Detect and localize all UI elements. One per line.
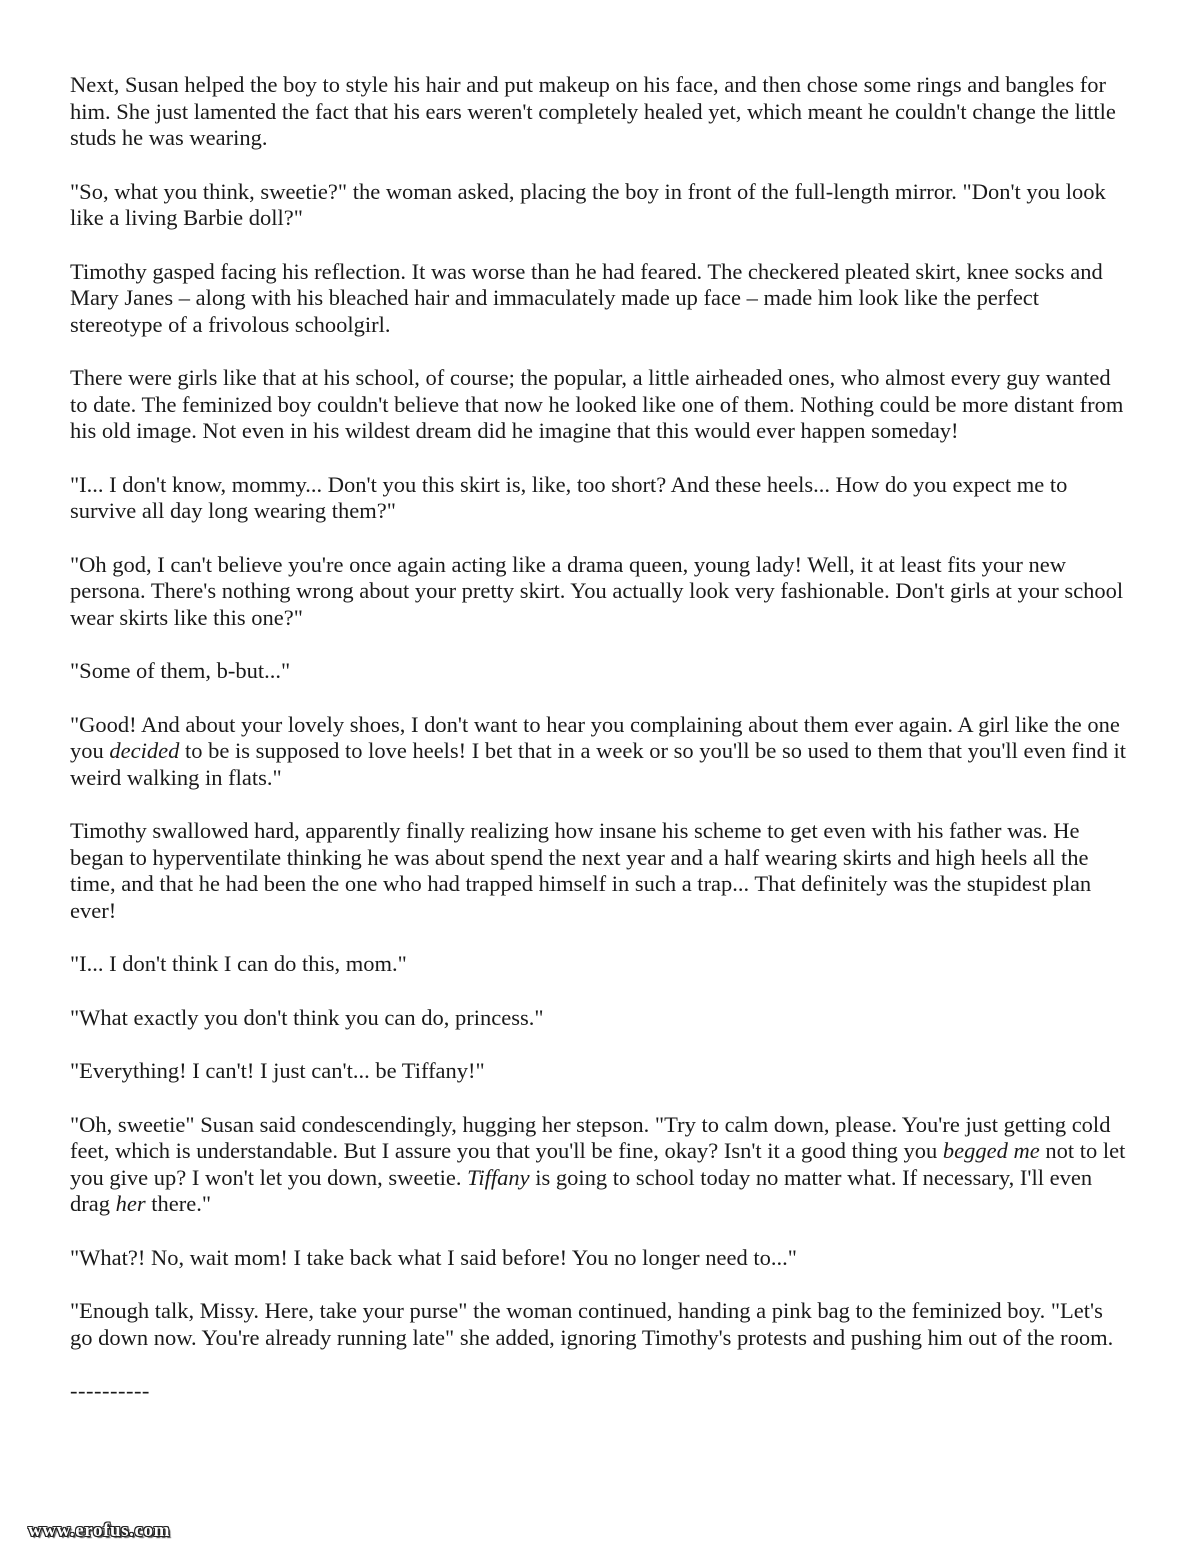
text-run: Timothy swallowed hard, apparently finally realizing how insane his scheme to get even with his father was. He began to hyperventilate thinking he was about spend the next year and a half wearing skirts and high heels all the time, and that he had been the one who had trapped himself in such a trap... That definitely was the stupidest plan ever!	[70, 818, 1092, 923]
story-text	[70, 72, 1130, 1432]
paragraph	[70, 1112, 1130, 1218]
text-run: "Enough talk, Missy. Here, take your purse" the woman continued, handing a pink bag to the feminized boy. "Let's go down now. You're already running late" she added, ignoring Timothy's protests and pushing him out of the room.	[70, 1298, 1114, 1350]
paragraph	[70, 1245, 1130, 1272]
text-run: Timothy gasped facing his reflection. It was worse than he had feared. The checkered pleated skirt, knee socks and Mary Janes – along with his bleached hair and immaculately made up face – made him look like the perfect stereotype of a frivolous schoolgirl.	[70, 258, 1103, 337]
emphasized-text: begged me	[942, 1138, 1040, 1163]
paragraph	[70, 818, 1130, 924]
emphasized-text: decided	[109, 738, 180, 763]
text-run: not to let you give up? I won't let you down, sweetie.	[70, 1138, 1126, 1190]
paragraph	[70, 179, 1130, 232]
paragraph-list	[70, 72, 1130, 1351]
paragraph	[70, 658, 1130, 685]
watermark-logo: www.erofus.com	[28, 1520, 171, 1541]
section-separator: ----------	[70, 1378, 150, 1403]
text-run: "Everything! I can't! I just can't... be Tiffany!"	[70, 1058, 485, 1083]
paragraph	[70, 1005, 1130, 1032]
text-run: "Oh god, I can't believe you're once again acting like a drama queen, young lady! Well, it at least fits your new persona. There's nothing wrong about your pretty skirt. You actually look very fashionable. Don't girls at your school wear skirts like this one?"	[70, 551, 1124, 630]
text-run: "What?! No, wait mom! I take back what I said before! You no longer need to..."	[70, 1244, 797, 1270]
paragraph	[70, 1058, 1130, 1085]
text-run: is going to school today no matter what. If necessary, I'll even drag	[70, 1164, 1093, 1216]
text-run: there."	[145, 1191, 212, 1216]
paragraph	[70, 552, 1130, 632]
paragraph	[70, 951, 1130, 978]
paragraph	[70, 1298, 1130, 1351]
text-run: "Some of them, b-but..."	[70, 658, 291, 683]
paragraph	[70, 472, 1130, 525]
emphasized-text: her	[115, 1191, 146, 1216]
text-run: Next, Susan helped the boy to style his hair and put makeup on his face, and then chose some rings and bangles for him. She just lamented the fact that his ears weren't completely healed yet, which meant he couldn't change the little studs he was wearing.	[70, 72, 1116, 150]
paragraph	[70, 712, 1130, 792]
text-run: "Oh, sweetie" Susan said condescendingly, hugging her stepson. "Try to calm down, please. You're just getting cold feet, which is understandable. But I assure you that you'll be fine, okay? Isn't it a good thing you	[70, 1111, 1111, 1163]
text-run: "So, what you think, sweetie?" the woman asked, placing the boy in front of the full-length mirror. "Don't you look like a living Barbie doll?"	[70, 178, 1106, 230]
text-run: to be is supposed to love heels! I bet that in a week or so you'll be so used to them that you'll even find it weird walking in flats."	[70, 738, 1127, 790]
text-run: There were girls like that at his school, of course; the popular, a little airheaded ones, who almost every guy wanted to date. The feminized boy couldn't believe that now he looked like one of them. Nothing could be more distant from his old image. Not even in his wildest dream did he imagine that this would ever happen someday!	[70, 365, 1124, 443]
text-run: "What exactly you don't think you can do, princess."	[70, 1004, 544, 1030]
text-run: "I... I don't think I can do this, mom."	[70, 951, 407, 976]
text-run: "I... I don't know, mommy... Don't you this skirt is, like, too short? And these heels... How do you expect me to survive all day long wearing them?"	[70, 471, 1068, 523]
paragraph	[70, 259, 1130, 339]
paragraph	[70, 72, 1130, 152]
text-run: "Good! And about your lovely shoes, I don't want to hear you complaining about them ever again. A girl like the one you	[70, 711, 1120, 763]
paragraph	[70, 365, 1130, 445]
emphasized-text: Tiffany	[467, 1164, 530, 1190]
